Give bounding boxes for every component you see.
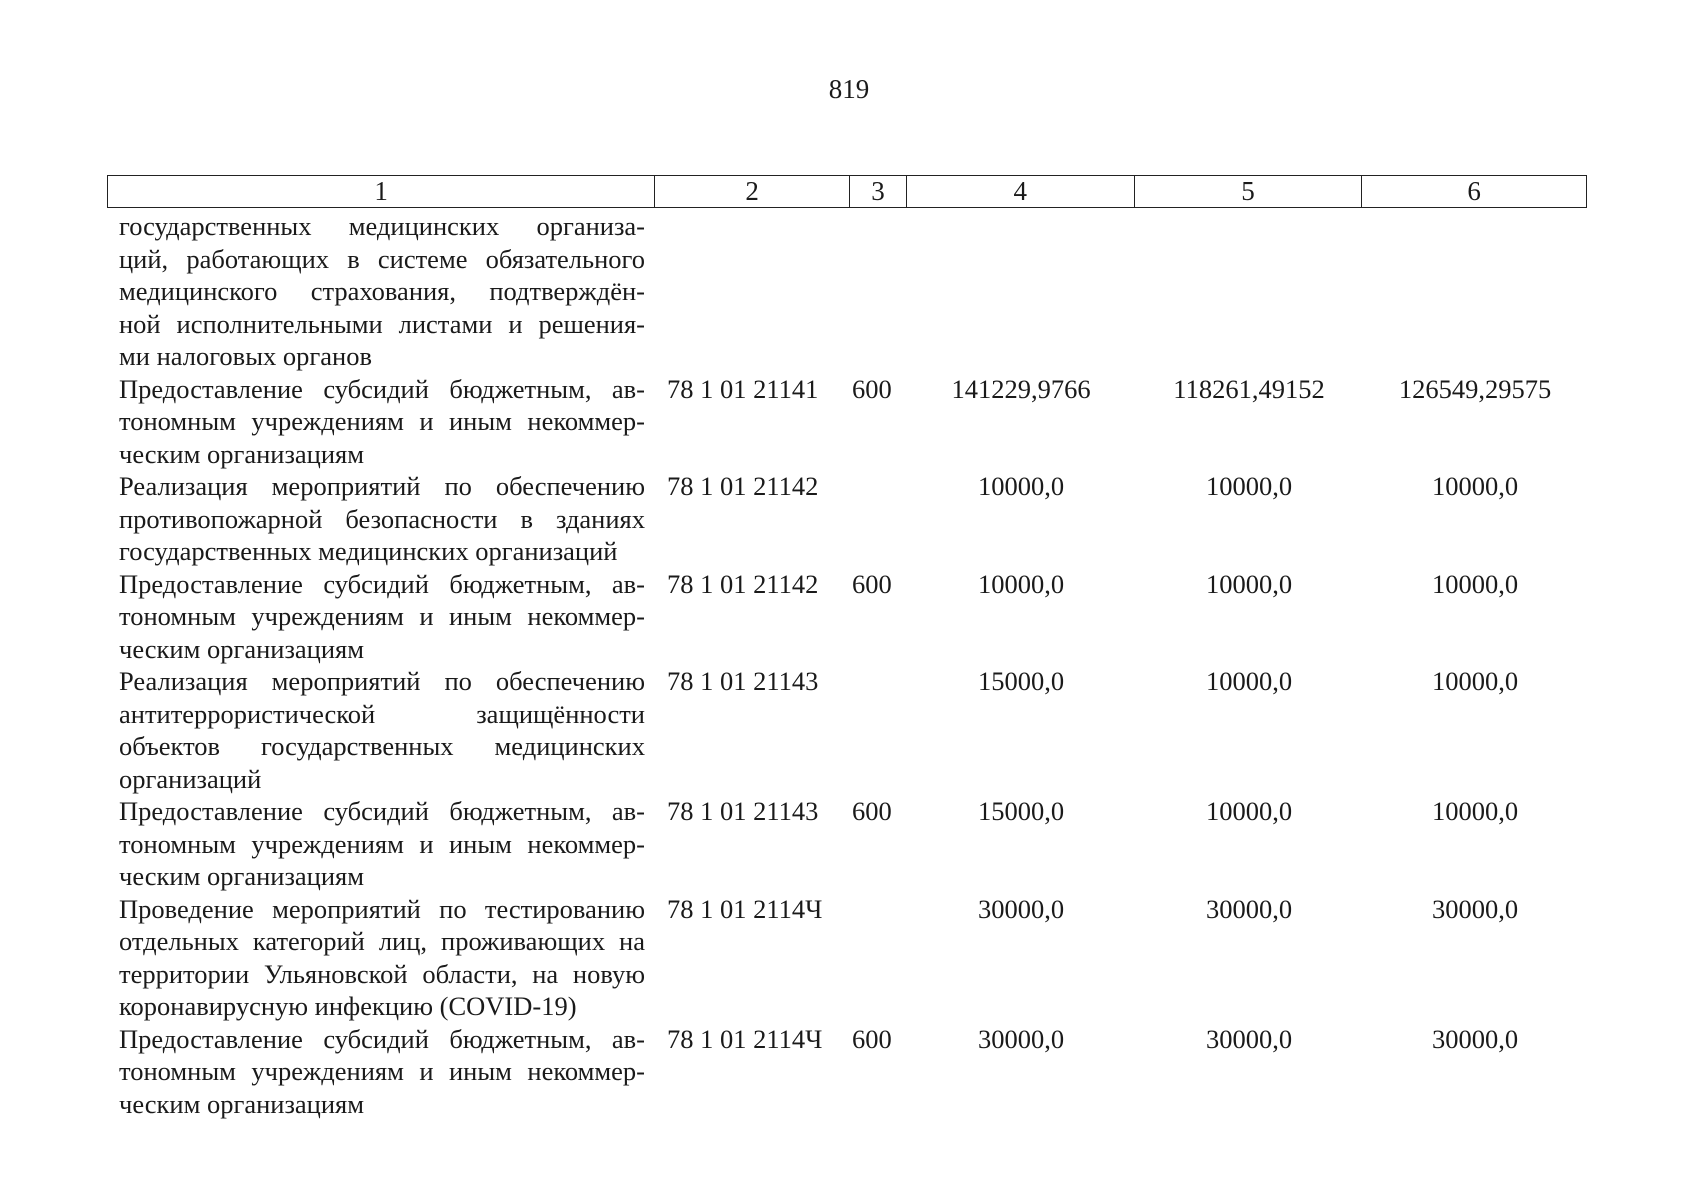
description-line: тономным учреждениям и иным некоммер-	[119, 406, 645, 436]
table-row	[107, 795, 1587, 893]
value-cell-5	[1135, 210, 1363, 373]
description-line: Предоставление субсидий бюджетным, ав-	[119, 373, 645, 404]
table-row	[107, 373, 1587, 471]
code-cell: 78 1 01 21141	[667, 373, 819, 404]
header-cell-2: 2	[655, 176, 850, 207]
code-cell: 78 1 01 2114Ч	[667, 893, 823, 924]
header-cell-4: 4	[907, 176, 1135, 207]
description-line: тономным учреждениям и иным некоммер-	[119, 1056, 645, 1086]
table-row	[107, 470, 1587, 568]
code-cell: 78 1 01 21142	[667, 568, 819, 599]
table-row	[107, 893, 1587, 1023]
description-line: государственных медицинских организа-	[119, 211, 645, 241]
description-cell	[107, 373, 655, 471]
description-line: ческим организациям	[119, 633, 365, 664]
type-cell: 600	[852, 373, 892, 404]
description-cell	[107, 470, 655, 568]
description-line: Проведение мероприятий по тестированию	[119, 893, 645, 924]
type-cell: 600	[852, 796, 892, 826]
description-line: антитеррористической защищённости	[119, 698, 645, 729]
value-cell-6: 10000,0	[1431, 796, 1519, 826]
description-line: ми налоговых органов	[119, 341, 372, 371]
header-cell-5: 5	[1135, 176, 1363, 207]
value-cell-5: 30000,0	[1205, 1023, 1293, 1054]
value-cell-5: 10000,0	[1205, 568, 1293, 599]
table-row	[107, 568, 1587, 666]
value-cell-4	[907, 210, 1135, 373]
type-cell	[850, 665, 907, 795]
value-cell-4: 10000,0	[977, 568, 1065, 599]
value-cell-6	[1363, 210, 1587, 373]
type-cell	[850, 210, 907, 373]
code-cell: 78 1 01 21142	[667, 471, 819, 501]
description-cell	[107, 1023, 655, 1121]
value-cell-4: 15000,0	[977, 666, 1065, 696]
type-cell: 600	[852, 1023, 892, 1054]
description-line: отдельных категорий лиц, проживающих на	[119, 926, 645, 956]
value-cell-4: 30000,0	[977, 893, 1065, 924]
value-cell-6: 30000,0	[1431, 1023, 1519, 1054]
code-cell: 78 1 01 21143	[667, 666, 819, 696]
table-header-row	[107, 175, 1587, 208]
description-cell	[107, 665, 655, 795]
description-line: медицинского страхования, подтверждён-	[119, 276, 645, 306]
description-line: Реализация мероприятий по обеспечению	[119, 471, 645, 501]
value-cell-5: 10000,0	[1205, 666, 1293, 696]
description-line: ций, работающих в системе обязательного	[119, 243, 645, 274]
value-cell-6: 10000,0	[1431, 471, 1519, 501]
type-cell	[850, 470, 907, 568]
description-line: Предоставление субсидий бюджетным, ав-	[119, 796, 645, 826]
table-row	[107, 210, 1587, 373]
description-cell	[107, 210, 655, 373]
description-line: ческим организациям	[119, 861, 365, 891]
description-line: государственных медицинских организаций	[119, 536, 618, 566]
header-cell-3: 3	[850, 176, 907, 207]
description-line: тономным учреждениям и иным некоммер-	[119, 828, 645, 859]
code-cell: 78 1 01 21143	[667, 796, 819, 826]
value-cell-4: 141229,9766	[951, 373, 1091, 404]
code-cell: 78 1 01 2114Ч	[667, 1023, 823, 1054]
header-cell-6: 6	[1467, 176, 1481, 206]
value-cell-4: 30000,0	[977, 1023, 1065, 1054]
description-line: ческим организациям	[119, 438, 365, 469]
value-cell-4: 10000,0	[977, 471, 1065, 501]
description-line: организаций	[119, 763, 262, 794]
description-line: противопожарной безопасности в зданиях	[119, 503, 645, 534]
description-line: объектов государственных медицинских	[119, 731, 645, 761]
table-row	[107, 1023, 1587, 1121]
value-cell-6: 126549,29575	[1398, 373, 1552, 404]
table-row	[107, 665, 1587, 795]
type-cell: 600	[852, 568, 892, 599]
header-cell-1: 1	[108, 176, 655, 207]
value-cell-6: 30000,0	[1431, 893, 1519, 924]
code-cell	[655, 210, 850, 373]
value-cell-4: 15000,0	[977, 796, 1065, 826]
description-line: ческим организациям	[119, 1088, 365, 1119]
value-cell-6: 10000,0	[1431, 568, 1519, 599]
description-line: тономным учреждениям и иным некоммер-	[119, 601, 645, 631]
description-line: Реализация мероприятий по обеспечению	[119, 666, 645, 696]
table-body	[107, 210, 1587, 1120]
description-cell	[107, 795, 655, 893]
value-cell-5: 118261,49152	[1173, 373, 1325, 404]
description-line: ной исполнительными листами и решения-	[119, 308, 645, 339]
type-cell	[850, 893, 907, 1023]
page-number: 819	[828, 74, 870, 104]
description-cell	[107, 893, 655, 1023]
value-cell-5: 10000,0	[1205, 796, 1293, 826]
value-cell-6: 10000,0	[1431, 666, 1519, 696]
description-line: территории Ульяновской области, на новую	[119, 958, 645, 989]
description-line: Предоставление субсидий бюджетным, ав-	[119, 568, 645, 599]
value-cell-5: 10000,0	[1205, 471, 1293, 501]
description-line: Предоставление субсидий бюджетным, ав-	[119, 1023, 645, 1054]
value-cell-5: 30000,0	[1205, 893, 1293, 924]
description-cell	[107, 568, 655, 666]
description-line: коронавирусную инфекцию (COVID-19)	[119, 991, 577, 1021]
